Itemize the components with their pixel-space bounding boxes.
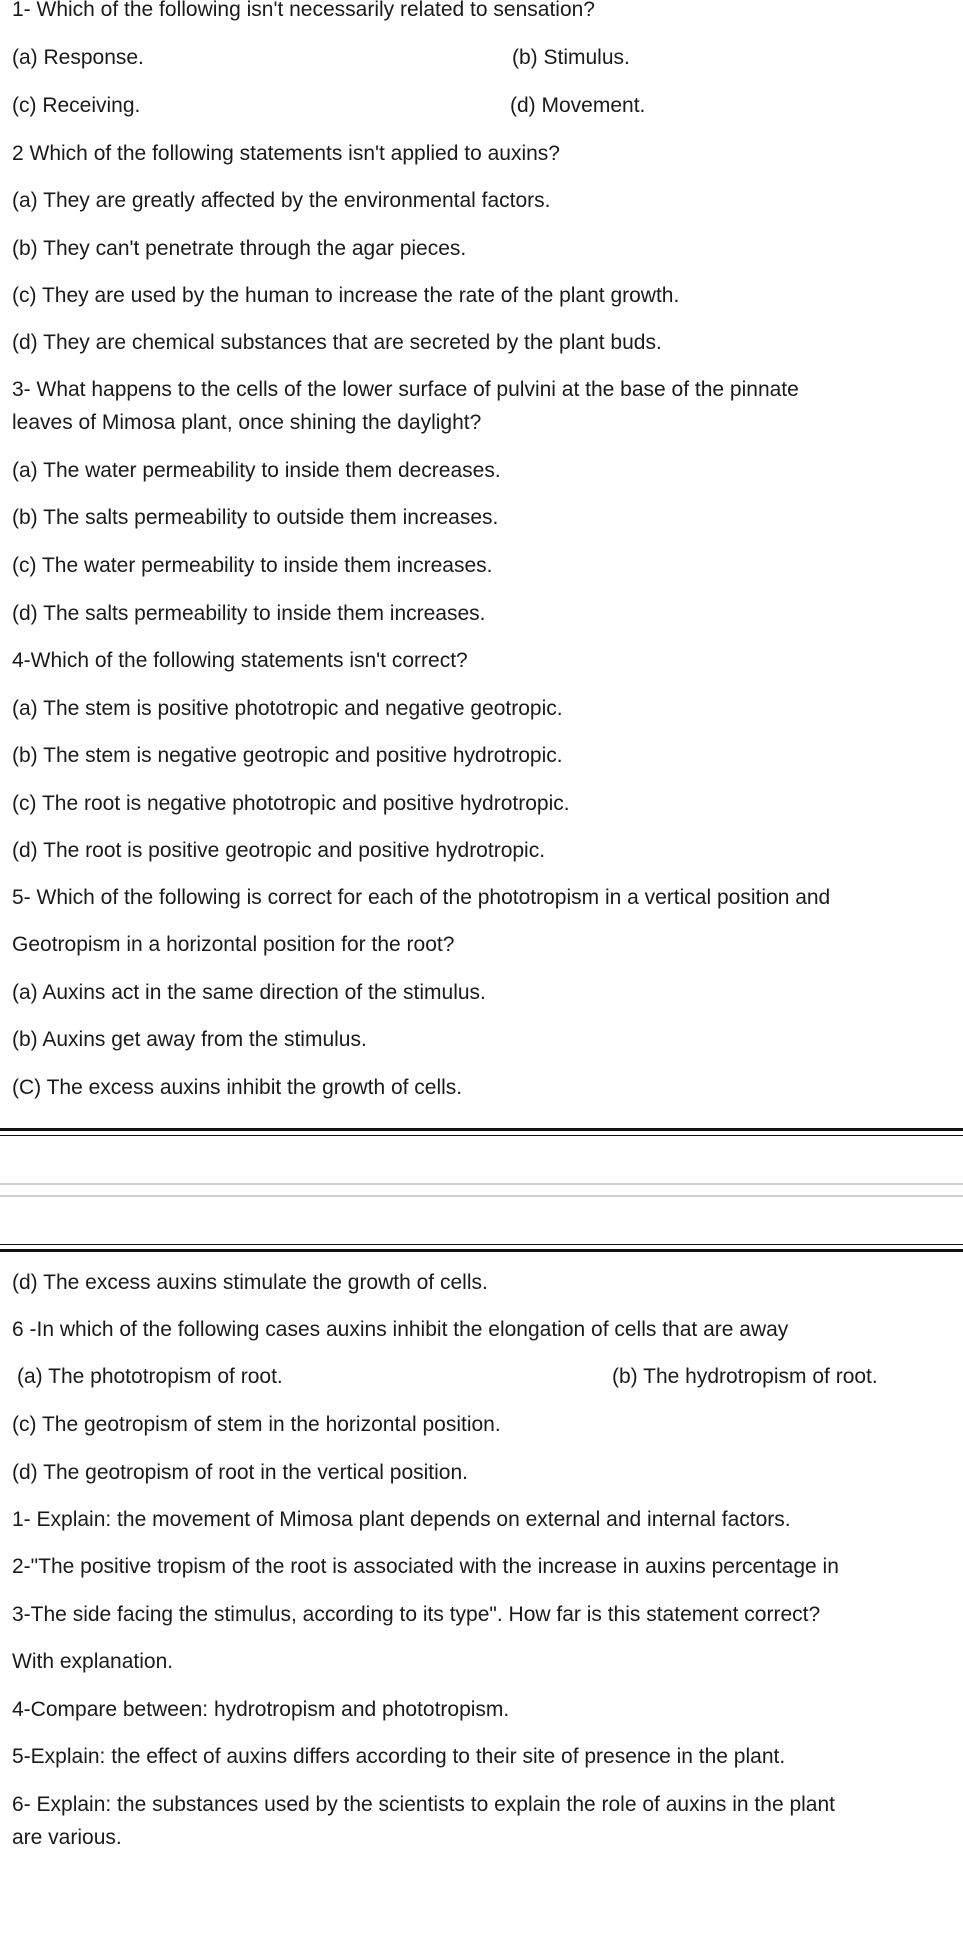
q4-question: 4-Which of the following statements isn't correct?: [12, 649, 468, 672]
q5-question-line1: 5- Which of the following is correct for each of the phototropism in a vertical position and: [12, 886, 831, 909]
q2-option-a: (a) They are greatly affected by the environmental factors.: [12, 189, 551, 212]
q6-option-d: (d) The geotropism of root in the vertical position.: [12, 1461, 469, 1484]
divider-rule: [0, 1249, 963, 1252]
q3-option-a: (a) The water permeability to inside them decreases.: [12, 459, 501, 482]
essay-question-5: 5-Explain: the effect of auxins differs according to their site of presence in the plant.: [12, 1745, 786, 1768]
divider-rule: [0, 1183, 963, 1185]
q3-question-line2: leaves of Mimosa plant, once shining the daylight?: [12, 411, 482, 434]
q1-option-d: (d) Movement.: [510, 94, 646, 117]
q3-option-d: (d) The salts permeability to inside them increases.: [12, 602, 486, 625]
q6-option-b: (b) The hydrotropism of root.: [612, 1365, 878, 1388]
essay-question-3-cont: With explanation.: [12, 1650, 174, 1673]
essay-question-4: 4-Compare between: hydrotropism and phototropism.: [12, 1698, 510, 1721]
q5-option-a: (a) Auxins act in the same direction of the stimulus.: [12, 981, 486, 1004]
q4-option-d: (d) The root is positive geotropic and positive hydrotropic.: [12, 839, 546, 862]
q6-question: 6 -In which of the following cases auxins inhibit the elongation of cells that are away: [12, 1318, 789, 1341]
q4-option-a: (a) The stem is positive phototropic and negative geotropic.: [12, 697, 563, 720]
q2-option-b: (b) They can't penetrate through the agar pieces.: [12, 237, 467, 260]
q1-question: 1- Which of the following isn't necessarily related to sensation?: [12, 0, 595, 21]
divider-rule: [0, 1128, 963, 1131]
q6-option-c: (c) The geotropism of stem in the horizontal position.: [12, 1413, 501, 1436]
q5-question-line2: Geotropism in a horizontal position for the root?: [12, 933, 455, 956]
essay-question-6-line2: are various.: [12, 1826, 122, 1849]
q5-option-b: (b) Auxins get away from the stimulus.: [12, 1028, 367, 1051]
q1-option-b: (b) Stimulus.: [512, 46, 630, 69]
q3-option-b: (b) The salts permeability to outside them increases.: [12, 506, 499, 529]
divider-rule: [0, 1244, 963, 1245]
essay-question-3: 3-The side facing the stimulus, according to its type". How far is this statement correct?: [12, 1603, 821, 1626]
q2-question: 2 Which of the following statements isn't applied to auxins?: [12, 142, 560, 165]
essay-question-2: 2-"The positive tropism of the root is associated with the increase in auxins percentage in: [12, 1555, 839, 1578]
essay-question-6-line1: 6- Explain: the substances used by the scientists to explain the role of auxins in the plant: [12, 1793, 835, 1816]
q3-option-c: (c) The water permeability to inside them increases.: [12, 554, 493, 577]
q5-option-c: (C) The excess auxins inhibit the growth of cells.: [12, 1076, 463, 1099]
divider-rule: [0, 1195, 963, 1197]
q5-option-d: (d) The excess auxins stimulate the growth of cells.: [12, 1271, 488, 1294]
q4-option-b: (b) The stem is negative geotropic and positive hydrotropic.: [12, 744, 563, 767]
essay-question-1: 1- Explain: the movement of Mimosa plant depends on external and internal factors.: [12, 1508, 791, 1531]
q4-option-c: (c) The root is negative phototropic and positive hydrotropic.: [12, 792, 570, 815]
divider-rule: [0, 1135, 963, 1136]
q2-option-c: (c) They are used by the human to increase the rate of the plant growth.: [12, 284, 680, 307]
q3-question-line1: 3- What happens to the cells of the lower surface of pulvini at the base of the pinnate: [12, 378, 799, 401]
q2-option-d: (d) They are chemical substances that are secreted by the plant buds.: [12, 331, 662, 354]
q6-option-a: (a) The phototropism of root.: [17, 1365, 283, 1388]
q1-option-c: (c) Receiving.: [12, 94, 141, 117]
q1-option-a: (a) Response.: [12, 46, 144, 69]
